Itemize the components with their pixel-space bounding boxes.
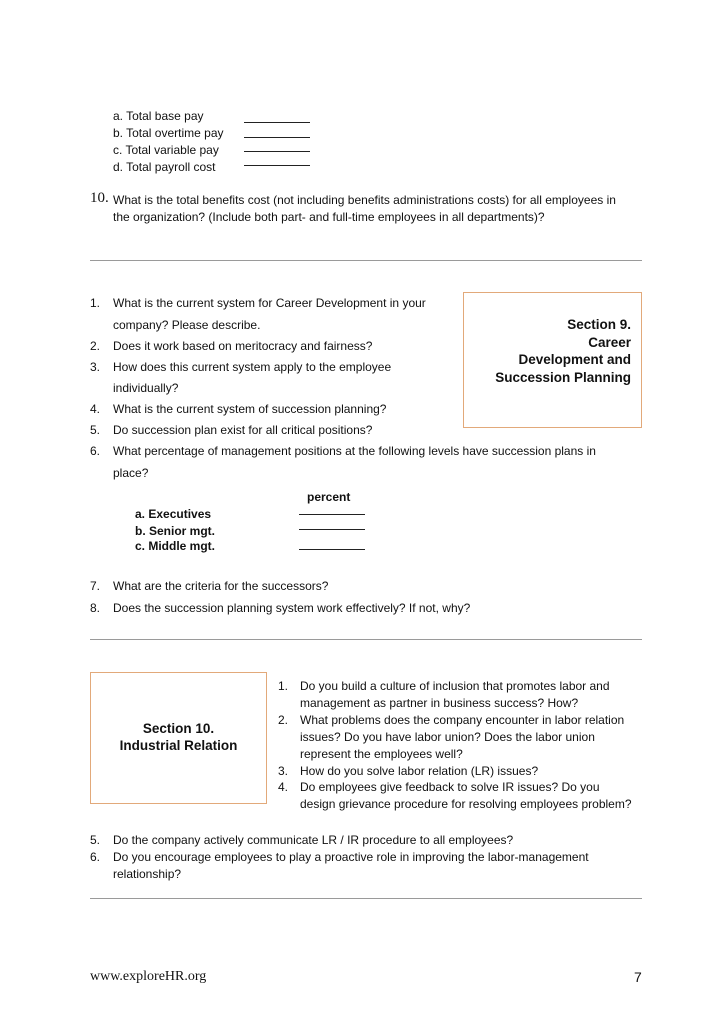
section-divider [90,639,642,640]
question-text: company? Please describe. [113,318,261,332]
payroll-item-label: b. Total overtime pay [113,126,224,140]
answer-blank[interactable] [244,165,310,166]
question-text: Do you encourage employees to play a proactive role in improving the labor-management [113,850,589,864]
page-number: 7 [634,969,642,985]
question-text: Do you build a culture of inclusion that promotes labor and [300,679,610,693]
question-number: 4. [90,402,101,416]
question-number: 8. [90,601,101,615]
question-number: 6. [90,444,101,458]
section-title-line: Section 9. [567,317,631,332]
question-text: What is the current system of succession planning? [113,402,387,416]
payroll-item-label: d. Total payroll cost [113,160,216,174]
percent-blank[interactable] [299,529,365,530]
question-text: How does this current system apply to the employee [113,360,392,374]
question-number: 1. [90,296,101,310]
section-title-line: Succession Planning [495,369,631,385]
level-label: a. Executives [135,507,212,521]
section-divider [90,260,642,261]
question-number: 10. [90,190,109,206]
footer-website: www.exploreHR.org [90,969,207,984]
section-9-title [495,316,631,386]
question-text: What percentage of management positions at the following levels have succession plans in [113,444,596,458]
question-text: Does the succession planning system work effectively? If not, why? [113,601,471,615]
percent-blank[interactable] [299,549,365,550]
question-text: issues? Do you have labor union? Does the labor union [300,730,595,744]
question-text: individually? [113,381,179,395]
percent-blank[interactable] [299,514,365,515]
level-label: c. Middle mgt. [135,539,216,553]
payroll-item-label: a. Total base pay [113,109,204,123]
answer-blank[interactable] [244,122,310,123]
question-text: How do you solve labor relation (LR) issues? [300,764,539,778]
question-text: represent the employees well? [300,747,463,761]
section-10-title-box [90,672,267,804]
question-text: place? [113,466,149,480]
question-number: 2. [278,713,289,727]
question-text: design grievance procedure for resolving employees problem? [300,797,632,811]
question-text: relationship? [113,867,182,881]
question-text: management as partner in business success? How? [300,696,579,710]
question-text: What is the current system for Career Development in your [113,296,426,310]
question-text: What are the criteria for the successors? [113,579,329,593]
question-text: Does it work based on meritocracy and fairness? [113,339,373,353]
question-text: Do the company actively communicate LR / IR procedure to all employees? [113,833,514,847]
question-number: 4. [278,780,289,794]
section-title-line: Development and [518,352,631,367]
question-number: 3. [90,360,101,374]
section-10-title [91,720,266,754]
section-divider [90,898,642,899]
question-text: the organization? (Include both part- and full-time employees in all departments)? [113,210,545,224]
question-number: 1. [278,679,289,693]
question-text: Do succession plan exist for all critical positions? [113,423,373,437]
percent-header: percent [307,490,351,504]
question-text: What is the total benefits cost (not including benefits administrations costs) for all employees in [113,193,616,207]
question-number: 2. [90,339,101,353]
payroll-item-label: c. Total variable pay [113,143,219,157]
question-text: What problems does the company encounter in labor relation [300,713,625,727]
question-number: 5. [90,833,101,847]
answer-blank[interactable] [244,137,310,138]
question-number: 3. [278,764,289,778]
section-title-line: Section 10. [142,721,215,736]
question-text: Do employees give feedback to solve IR issues? Do you [300,780,600,794]
answer-blank[interactable] [244,151,310,152]
question-number: 5. [90,423,101,437]
section-title-line: Career [588,334,631,350]
section-9-title-box [463,292,642,428]
question-number: 6. [90,850,101,864]
section-title-line: Industrial Relation [119,738,238,753]
question-number: 7. [90,579,101,593]
level-label: b. Senior mgt. [135,524,216,538]
